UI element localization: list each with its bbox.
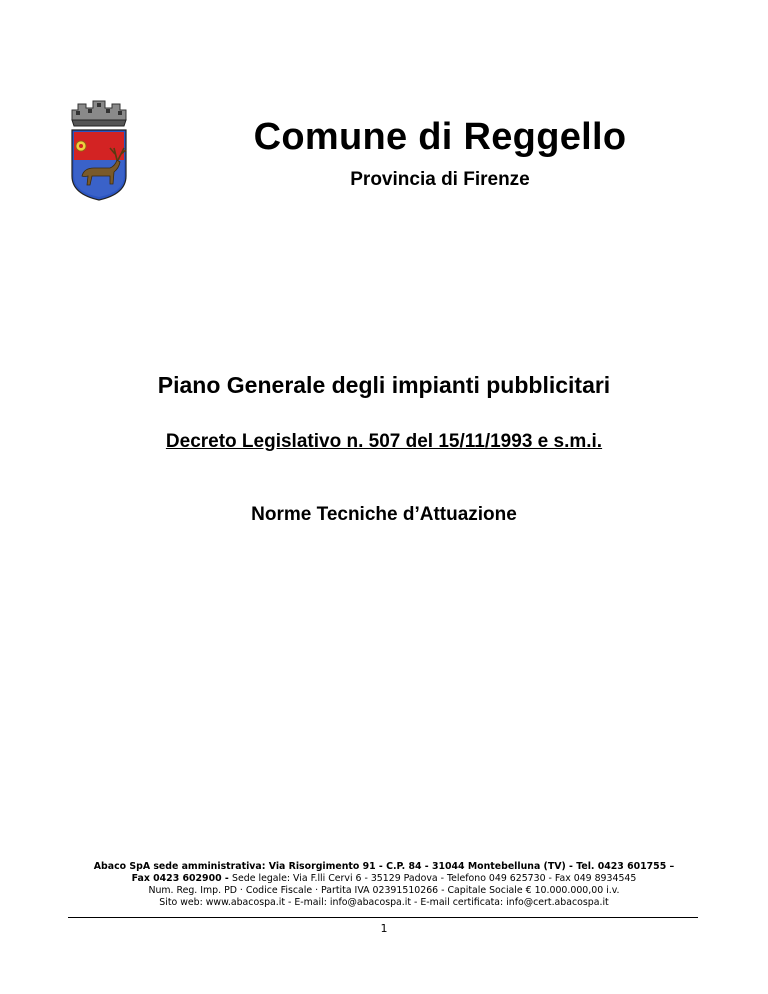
footer-fax: Fax 0423 602900 -: [131, 873, 233, 884]
footer-line-address: Abaco SpA sede amministrativa: Via Risorgimento 91 - C.P. 84 - 31044 Montebelluna (TV) - Tel. 0423 601755 –: [93, 861, 675, 872]
footer-line-registry: Num. Reg. Imp. PD · Codice Fiscale · Partita IVA 02391510266 - Capitale Sociale € 10.000.000,00 i.v.: [148, 885, 620, 896]
footer-line-legal: [50, 873, 718, 885]
decree-reference: Decreto Legislativo n. 507 del 15/11/1993 e s.m.i.: [165, 431, 603, 452]
footer-line-web: Sito web: www.abacospa.it - E-mail: info@abacospa.it - E-mail certificata: info@cert.abacospa.it: [159, 897, 609, 908]
province-subtitle: Provincia di Firenze: [350, 169, 530, 190]
page-title: Comune di Reggello: [253, 116, 627, 158]
section-title: Norme Tecniche d’Attuazione: [251, 504, 517, 525]
company-footer: [50, 861, 718, 909]
municipal-coat-of-arms-icon: [66, 98, 132, 202]
page-number: 1: [380, 922, 388, 935]
footer-divider: [68, 917, 698, 918]
footer-legal-seat: Sede legale: Via F.lli Cervi 6 - 35129 Padova - Telefono 049 625730 - Fax 049 8934545: [232, 873, 637, 884]
plan-title: Piano Generale degli impianti pubblicitari: [157, 372, 611, 398]
